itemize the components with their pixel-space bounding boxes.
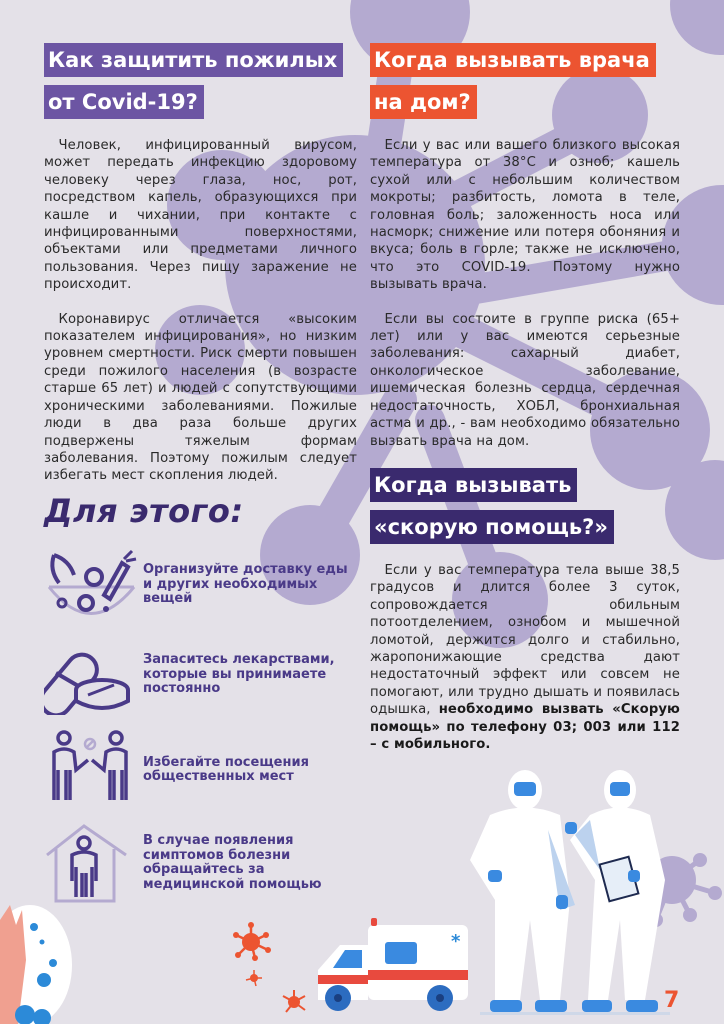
tip-item <box>44 635 358 715</box>
hand-washing-illustration <box>0 905 72 1024</box>
emergency-numbers-text: необходимо вызвать «Скорую помощь» по телефону 03; 003 или 112 – с мобильного. <box>370 702 680 752</box>
food-bowl-icon <box>44 545 139 625</box>
pills-icon <box>44 635 139 715</box>
right-column <box>370 43 680 753</box>
orange-virus-icons <box>233 922 305 1012</box>
heading-line: Как защитить пожилых <box>44 43 343 77</box>
heading-line: на дом? <box>370 85 477 119</box>
heading-line: Когда вызывать <box>370 468 577 502</box>
doctor-call-heading <box>370 43 680 127</box>
person-home-icon <box>44 823 139 903</box>
transmission-paragraph: Человек, инфицированный вирусом, может передать инфекцию здоровому человеку через глаза, нос, рот, посредством капель, образующихся при кашле и чихании, при контакте с инфицированными поверхностями, объектами или предметами личного пользования. Через пищу заражение не происходит. <box>44 138 357 293</box>
ambulance-call-heading <box>370 468 680 552</box>
risk-paragraph: Коронавирус отличается «высоким показателем инфицирования», но низким уровнем смертности. Риск смерти повышен среди пожилого населения (в возрасте старше 65 лет) и людей с сопутствующими хроническими заболеваниями. Пожилые люди в два раза больше других подвержены тяжелым формам заболевания. Поэтому пожилым следует избегать мест скопления людей. <box>44 311 357 484</box>
doctors-illustration <box>470 770 670 1015</box>
tip-item <box>44 823 358 903</box>
tip-text: Избегайте посещения общественных мест <box>143 754 309 784</box>
heading-line: от Covid-19? <box>44 85 204 119</box>
page-number: 7 <box>664 988 680 1013</box>
tip-text: Организуйте доставку еды и других необходимых вещей <box>143 562 348 607</box>
ambulance-illustration <box>318 918 468 1011</box>
ambulance-paragraph <box>370 562 680 753</box>
left-column <box>44 43 357 485</box>
tip-item <box>44 730 358 810</box>
tip-text: Запаситесь лекарствами, которые вы принимаете постоянно <box>143 652 335 697</box>
heading-line: Когда вызывать врача <box>370 43 656 77</box>
tip-item <box>44 545 358 625</box>
protect-elderly-heading <box>44 43 357 127</box>
ambulance-paragraph-text: Если у вас температура тела выше 38,5 градусов и длится более 3 суток, сопровождается обильным потоотделением, ознобом и мышечной ломотой, держится долго и стабильно, жаропонижающие средства дают недостаточный эффект или совсем не помогают, или трудно дышать и появилась одышка, <box>370 562 680 718</box>
no-contact-people-icon <box>44 730 139 810</box>
tips-list <box>44 545 364 905</box>
risk-group-paragraph: Если вы состоите в группе риска (65+ лет) или у вас имеются серьезные заболевания: сахарный диабет, онкологическое заболевание, ишемическая болезнь сердца, сердечная недостаточность, ХОБЛ, бронхиальная астма и др., - вам необходимо обязательно вызвать врача на дом. <box>370 311 680 449</box>
svg-text:*: * <box>451 931 461 952</box>
heading-line: «скорую помощь?» <box>370 510 614 544</box>
symptoms-paragraph: Если у вас или вашего близкого высокая температура от 38°С и озноб; кашель сухой или с небольшим количеством мокроты; разбитость, ломота в теле, головная боль; заложенность носа или насморк; снижение или потеря обоняния и вкуса; боль в горле; также не исключено, что это COVID-19. Поэтому нужно вызывать врача. <box>370 138 680 293</box>
for-this-heading: Для этого: <box>44 492 244 530</box>
tip-text: В случае появления симптомов болезни обращайтесь за медицинской помощью <box>143 833 322 892</box>
